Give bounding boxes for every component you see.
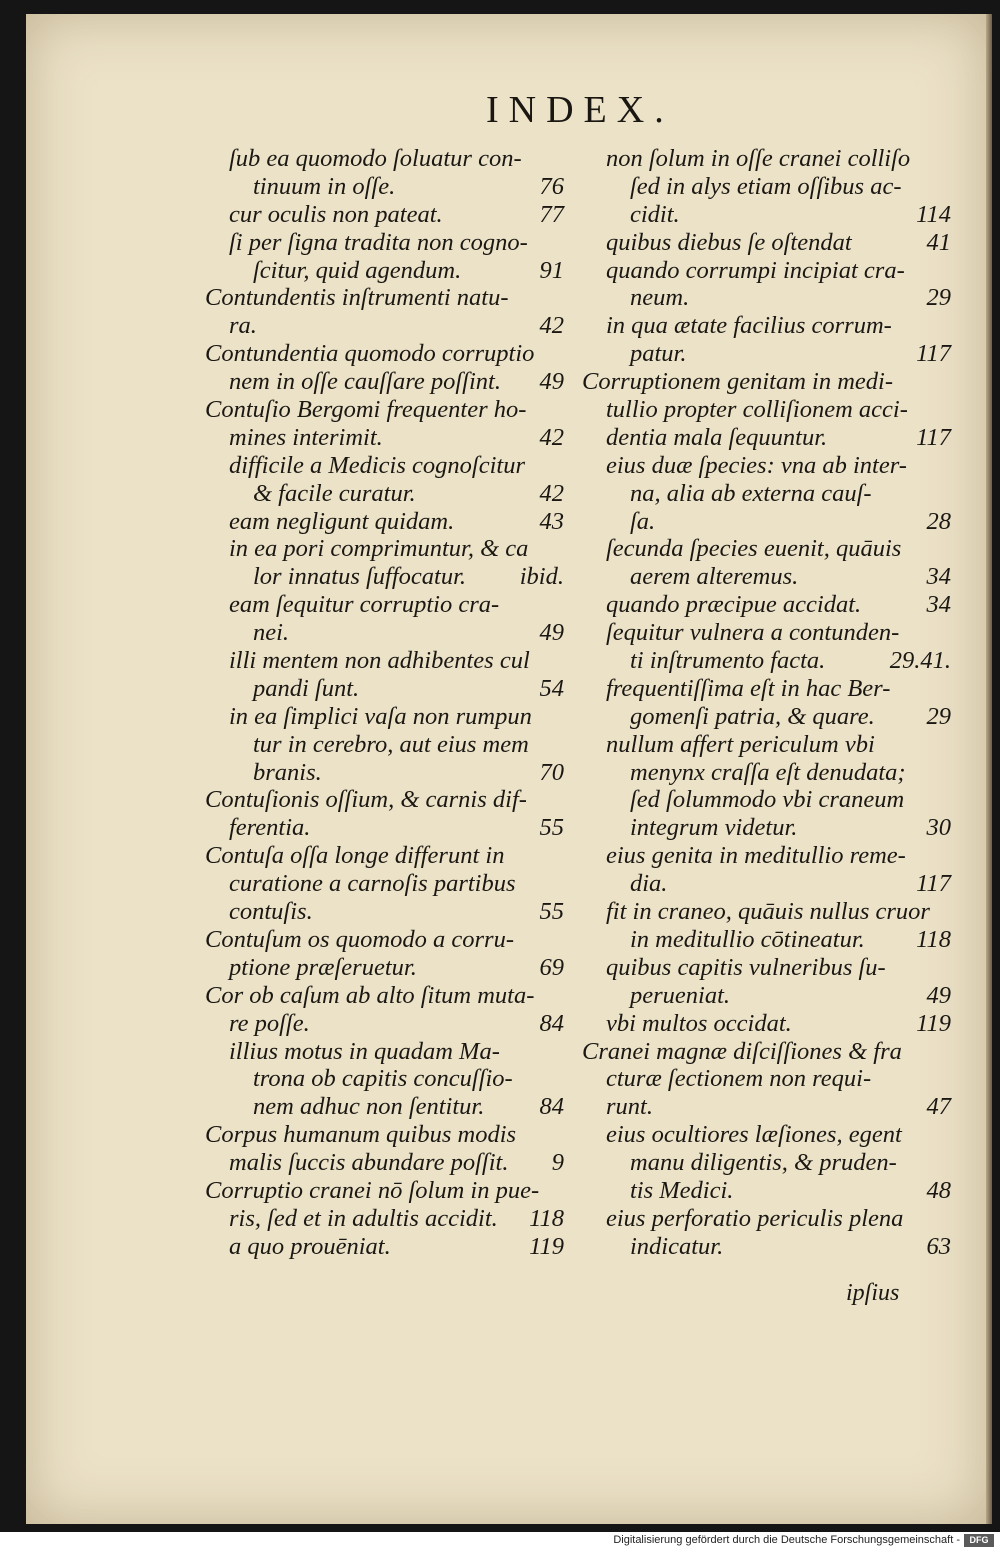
entry-text: ſcitur, quid agendum.: [253, 256, 462, 284]
entry-text: ferentia.: [229, 814, 311, 842]
entry-text: ſecunda ſpecies euenit, quāuis: [606, 535, 902, 563]
index-entry-line: [205, 703, 570, 731]
entry-text: ſa.: [630, 507, 656, 535]
entry-text: tullio propter colliſionem acci-: [606, 396, 908, 424]
entry-text: nei.: [253, 619, 290, 647]
entry-text: vbi multos occidat.: [606, 1009, 792, 1037]
entry-text: Cor ob caſum ab alto ſitum muta-: [205, 981, 535, 1009]
entry-text: ra.: [229, 312, 257, 340]
entry-text: manu diligentis, & pruden-: [630, 1149, 897, 1177]
index-entry-line: [205, 1065, 570, 1093]
entry-text: ris, ſed et in adultis accidit.: [229, 1204, 498, 1232]
index-entry-line: [205, 647, 570, 675]
entry-text: quibus diebus ſe oſtendat: [606, 228, 852, 256]
index-entry-line: [582, 1177, 957, 1205]
index-entry-line: [582, 229, 957, 257]
page-reference: 91: [539, 256, 564, 284]
index-entry-line: [205, 340, 570, 368]
page-reference: 84: [539, 1009, 564, 1037]
index-entry-line: [205, 201, 570, 229]
index-entry-line: [582, 703, 957, 731]
entry-text: ſed in alys etiam oſſibus ac-: [630, 172, 902, 200]
entry-text: nem adhuc non ſentitur.: [253, 1093, 485, 1121]
entry-text: patur.: [630, 340, 687, 368]
entry-text: tur in cerebro, aut eius mem: [253, 730, 529, 758]
page-reference: 117: [916, 870, 951, 898]
entry-text: Corruptio cranei nō ſolum in pue-: [205, 1176, 540, 1204]
index-entry-line: [205, 954, 570, 982]
page-reference: 55: [539, 814, 564, 842]
entry-text: fit in craneo, quāuis nullus cruor: [606, 898, 930, 926]
index-entry-line: [582, 312, 957, 340]
page-reference: 119: [916, 1009, 951, 1037]
page-reference: 84: [539, 1093, 564, 1121]
index-entry-line: [205, 1038, 570, 1066]
entry-text: dentia mala ſequuntur.: [606, 423, 828, 451]
entry-text: eius duæ ſpecies: vna ab inter-: [606, 451, 907, 479]
entry-text: & facile curatur.: [253, 479, 416, 507]
entry-text: non ſolum in oſſe cranei colliſo: [606, 145, 911, 172]
entry-text: Contuſio Bergomi frequenter ho-: [205, 396, 527, 424]
index-entry-line: [582, 1038, 957, 1066]
running-head: INDEX.: [486, 89, 674, 131]
index-entry-line: [205, 731, 570, 759]
index-entry-line: [582, 898, 957, 926]
index-entry-line: [205, 312, 570, 340]
page-reference: 77: [539, 200, 564, 228]
index-entry-line: [205, 173, 570, 201]
index-entry-line: [205, 842, 570, 870]
index-entry-line: [582, 926, 957, 954]
index-entry-line: [205, 814, 570, 842]
index-entry-line: [582, 257, 957, 285]
page-reference: 49: [539, 619, 564, 647]
index-column-right: [582, 145, 957, 1261]
page-reference: 34: [926, 563, 951, 591]
entry-text: in ea pori comprimuntur, & ca: [229, 535, 529, 563]
index-entry-line: [582, 452, 957, 480]
page-reference: 63: [926, 1232, 951, 1260]
index-entry-line: [205, 424, 570, 452]
index-entry-line: [582, 1093, 957, 1121]
page-reference: 42: [539, 423, 564, 451]
entry-text: cidit.: [630, 200, 680, 228]
entry-text: trona ob capitis concuſſio-: [253, 1065, 513, 1093]
index-entry-line: [205, 368, 570, 396]
index-entry-line: [205, 1121, 570, 1149]
index-entry-line: [582, 814, 957, 842]
index-entry-line: [205, 1149, 570, 1177]
index-entry-line: [582, 1121, 957, 1149]
page-reference: 30: [926, 814, 951, 842]
page-reference: 41: [926, 228, 951, 256]
entry-text: difficile a Medicis cognoſcitur: [229, 451, 525, 479]
index-entry-line: [205, 619, 570, 647]
entry-text: illi mentem non adhibentes cul: [229, 647, 530, 675]
index-entry-line: [205, 591, 570, 619]
page-reference: 49: [926, 981, 951, 1009]
entry-text: lor innatus ſuffocatur.: [253, 563, 467, 591]
entry-text: illius motus in quadam Ma-: [229, 1037, 500, 1065]
entry-text: ſi per ſigna tradita non cogno-: [229, 228, 528, 256]
dfg-logo: DFG: [964, 1534, 994, 1547]
page-reference: 9: [551, 1149, 564, 1177]
entry-text: ſequitur vulnera a contunden-: [606, 619, 900, 647]
index-entry-line: [582, 1065, 957, 1093]
index-entry-line: [205, 257, 570, 285]
page-reference: 55: [539, 898, 564, 926]
index-entry-line: [582, 842, 957, 870]
entry-text: ptione præſeruetur.: [229, 953, 417, 981]
index-entry-line: [205, 1205, 570, 1233]
entry-text: eam negligunt quidam.: [229, 507, 455, 535]
index-entry-line: [582, 563, 957, 591]
funding-note: Digitalisierung gefördert durch die Deutsche Forschungsgemeinschaft -: [613, 1534, 960, 1546]
entry-text: tinuum in oſſe.: [253, 172, 396, 200]
entry-text: na, alia ab externa cauſ-: [630, 479, 872, 507]
page-reference: 76: [539, 172, 564, 200]
entry-text: ti inſtrumento facta.: [630, 647, 826, 675]
index-entry-line: [205, 982, 570, 1010]
entry-text: re poſſe.: [229, 1009, 310, 1037]
entry-text: curatione a carnoſis partibus: [229, 870, 516, 898]
page-reference: 28: [926, 507, 951, 535]
entry-text: cturæ ſectionem non requi-: [606, 1065, 872, 1093]
index-entry-line: [205, 535, 570, 563]
page-reference: ibid.: [519, 563, 564, 591]
index-entry-line: [582, 731, 957, 759]
entry-text: indicatur.: [630, 1232, 724, 1260]
entry-text: eam ſequitur corruptio cra-: [229, 591, 500, 619]
entry-text: Contuſionis oſſium, & carnis dif-: [205, 786, 527, 814]
page-reference: 114: [916, 200, 951, 228]
index-entry-line: [582, 284, 957, 312]
page-reference: 49: [539, 368, 564, 396]
page-reference: 118: [916, 925, 951, 953]
entry-text: cur oculis non pateat.: [229, 200, 443, 228]
entry-text: nem in oſſe cauſſare poſſint.: [229, 368, 501, 396]
page-edge: [986, 14, 992, 1524]
entry-text: eius genita in meditullio reme-: [606, 842, 906, 870]
entry-text: tis Medici.: [630, 1176, 734, 1204]
entry-text: menynx craſſa eſt denudata;: [630, 758, 906, 786]
catchword: ipſius: [846, 1280, 900, 1306]
page-reference: 117: [916, 423, 951, 451]
entry-text: frequentiſſima eſt in hac Ber-: [606, 674, 891, 702]
entry-text: Contuſum os quomodo a corru-: [205, 925, 514, 953]
index-entry-line: [582, 591, 957, 619]
footer-bar: [0, 1532, 1000, 1551]
entry-text: pandi ſunt.: [253, 674, 360, 702]
index-entry-line: [582, 954, 957, 982]
entry-text: ſed ſolummodo vbi craneum: [630, 786, 905, 814]
index-entry-line: [205, 786, 570, 814]
page-reference: 118: [529, 1204, 564, 1232]
page-reference: 54: [539, 674, 564, 702]
entry-text: ſub ea quomodo ſoluatur con-: [229, 145, 522, 172]
page-reference: 29: [926, 284, 951, 312]
index-entry-line: [205, 675, 570, 703]
entry-text: malis ſuccis abundare poſſit.: [229, 1149, 509, 1177]
entry-text: Corpus humanum quibus modis: [205, 1121, 517, 1149]
index-entry-line: [582, 619, 957, 647]
entry-text: quibus capitis vulneribus ſu-: [606, 953, 886, 981]
page-reference: 48: [926, 1176, 951, 1204]
entry-text: aerem alteremus.: [630, 563, 799, 591]
index-column-left: [205, 145, 570, 1261]
page-reference: 69: [539, 953, 564, 981]
entry-text: dia.: [630, 870, 668, 898]
entry-text: mines interimit.: [229, 423, 383, 451]
page-reference: 119: [529, 1232, 564, 1260]
index-entry-line: [205, 480, 570, 508]
index-entry-line: [582, 480, 957, 508]
entry-text: gomenſi patria, & quare.: [630, 702, 875, 730]
index-entry-line: [582, 1010, 957, 1038]
index-entry-line: [582, 424, 957, 452]
entry-text: Contundentia quomodo corruptio: [205, 340, 535, 368]
page-reference: 117: [916, 340, 951, 368]
index-entry-line: [205, 1233, 570, 1261]
index-entry-line: [582, 396, 957, 424]
index-entry-line: [205, 1010, 570, 1038]
entry-text: in qua ætate facilius corrum-: [606, 312, 892, 340]
index-entry-line: [582, 786, 957, 814]
index-entry-line: [205, 563, 570, 591]
index-entry-line: [205, 396, 570, 424]
entry-text: neum.: [630, 284, 690, 312]
index-entry-line: [582, 759, 957, 787]
entry-text: a quo prouēniat.: [229, 1232, 391, 1260]
index-entry-line: [205, 229, 570, 257]
entry-text: branis.: [253, 758, 322, 786]
entry-text: Cranei magnæ diſciſſiones & fra: [582, 1037, 902, 1065]
entry-text: integrum videtur.: [630, 814, 798, 842]
index-entry-line: [582, 647, 957, 675]
index-entry-line: [582, 508, 957, 536]
entry-text: eius ocultiores læſiones, egent: [606, 1121, 902, 1149]
index-entry-line: [582, 368, 957, 396]
index-entry-line: [205, 926, 570, 954]
index-entry-line: [582, 1205, 957, 1233]
entry-text: Contundentis inſtrumenti natu-: [205, 284, 509, 312]
entry-text: quando corrumpi incipiat cra-: [606, 256, 905, 284]
entry-text: perueniat.: [630, 981, 731, 1009]
index-entry-line: [582, 675, 957, 703]
entry-text: Corruptionem genitam in medi-: [582, 368, 893, 396]
entry-text: quando præcipue accidat.: [606, 591, 862, 619]
index-entry-line: [582, 1233, 957, 1261]
entry-text: in meditullio cōtineatur.: [630, 925, 865, 953]
index-entry-line: [205, 870, 570, 898]
index-entry-line: [582, 145, 957, 173]
page-reference: 47: [926, 1093, 951, 1121]
index-entry-line: [205, 284, 570, 312]
page-reference: 42: [539, 479, 564, 507]
index-entry-line: [582, 870, 957, 898]
entry-text: Contuſa oſſa longe differunt in: [205, 842, 505, 870]
entry-text: in ea ſimplici vaſa non rumpun: [229, 702, 532, 730]
index-entry-line: [582, 201, 957, 229]
entry-text: eius perforatio periculis plena: [606, 1204, 904, 1232]
page-reference: 42: [539, 312, 564, 340]
page-reference: 34: [926, 591, 951, 619]
entry-text: contuſis.: [229, 898, 313, 926]
page-reference: 43: [539, 507, 564, 535]
index-entry-line: [582, 535, 957, 563]
page-reference: 70: [539, 758, 564, 786]
index-entry-line: [205, 452, 570, 480]
index-entry-line: [205, 1093, 570, 1121]
index-entry-line: [582, 1149, 957, 1177]
page-reference: 29.41.: [889, 647, 951, 675]
index-entry-line: [205, 898, 570, 926]
index-entry-line: [205, 759, 570, 787]
index-entry-line: [205, 508, 570, 536]
index-entry-line: [205, 145, 570, 173]
index-entry-line: [582, 982, 957, 1010]
entry-text: runt.: [606, 1093, 653, 1121]
entry-text: nullum affert periculum vbi: [606, 730, 875, 758]
index-entry-line: [582, 340, 957, 368]
index-entry-line: [582, 173, 957, 201]
page-reference: 29: [926, 702, 951, 730]
index-entry-line: [205, 1177, 570, 1205]
